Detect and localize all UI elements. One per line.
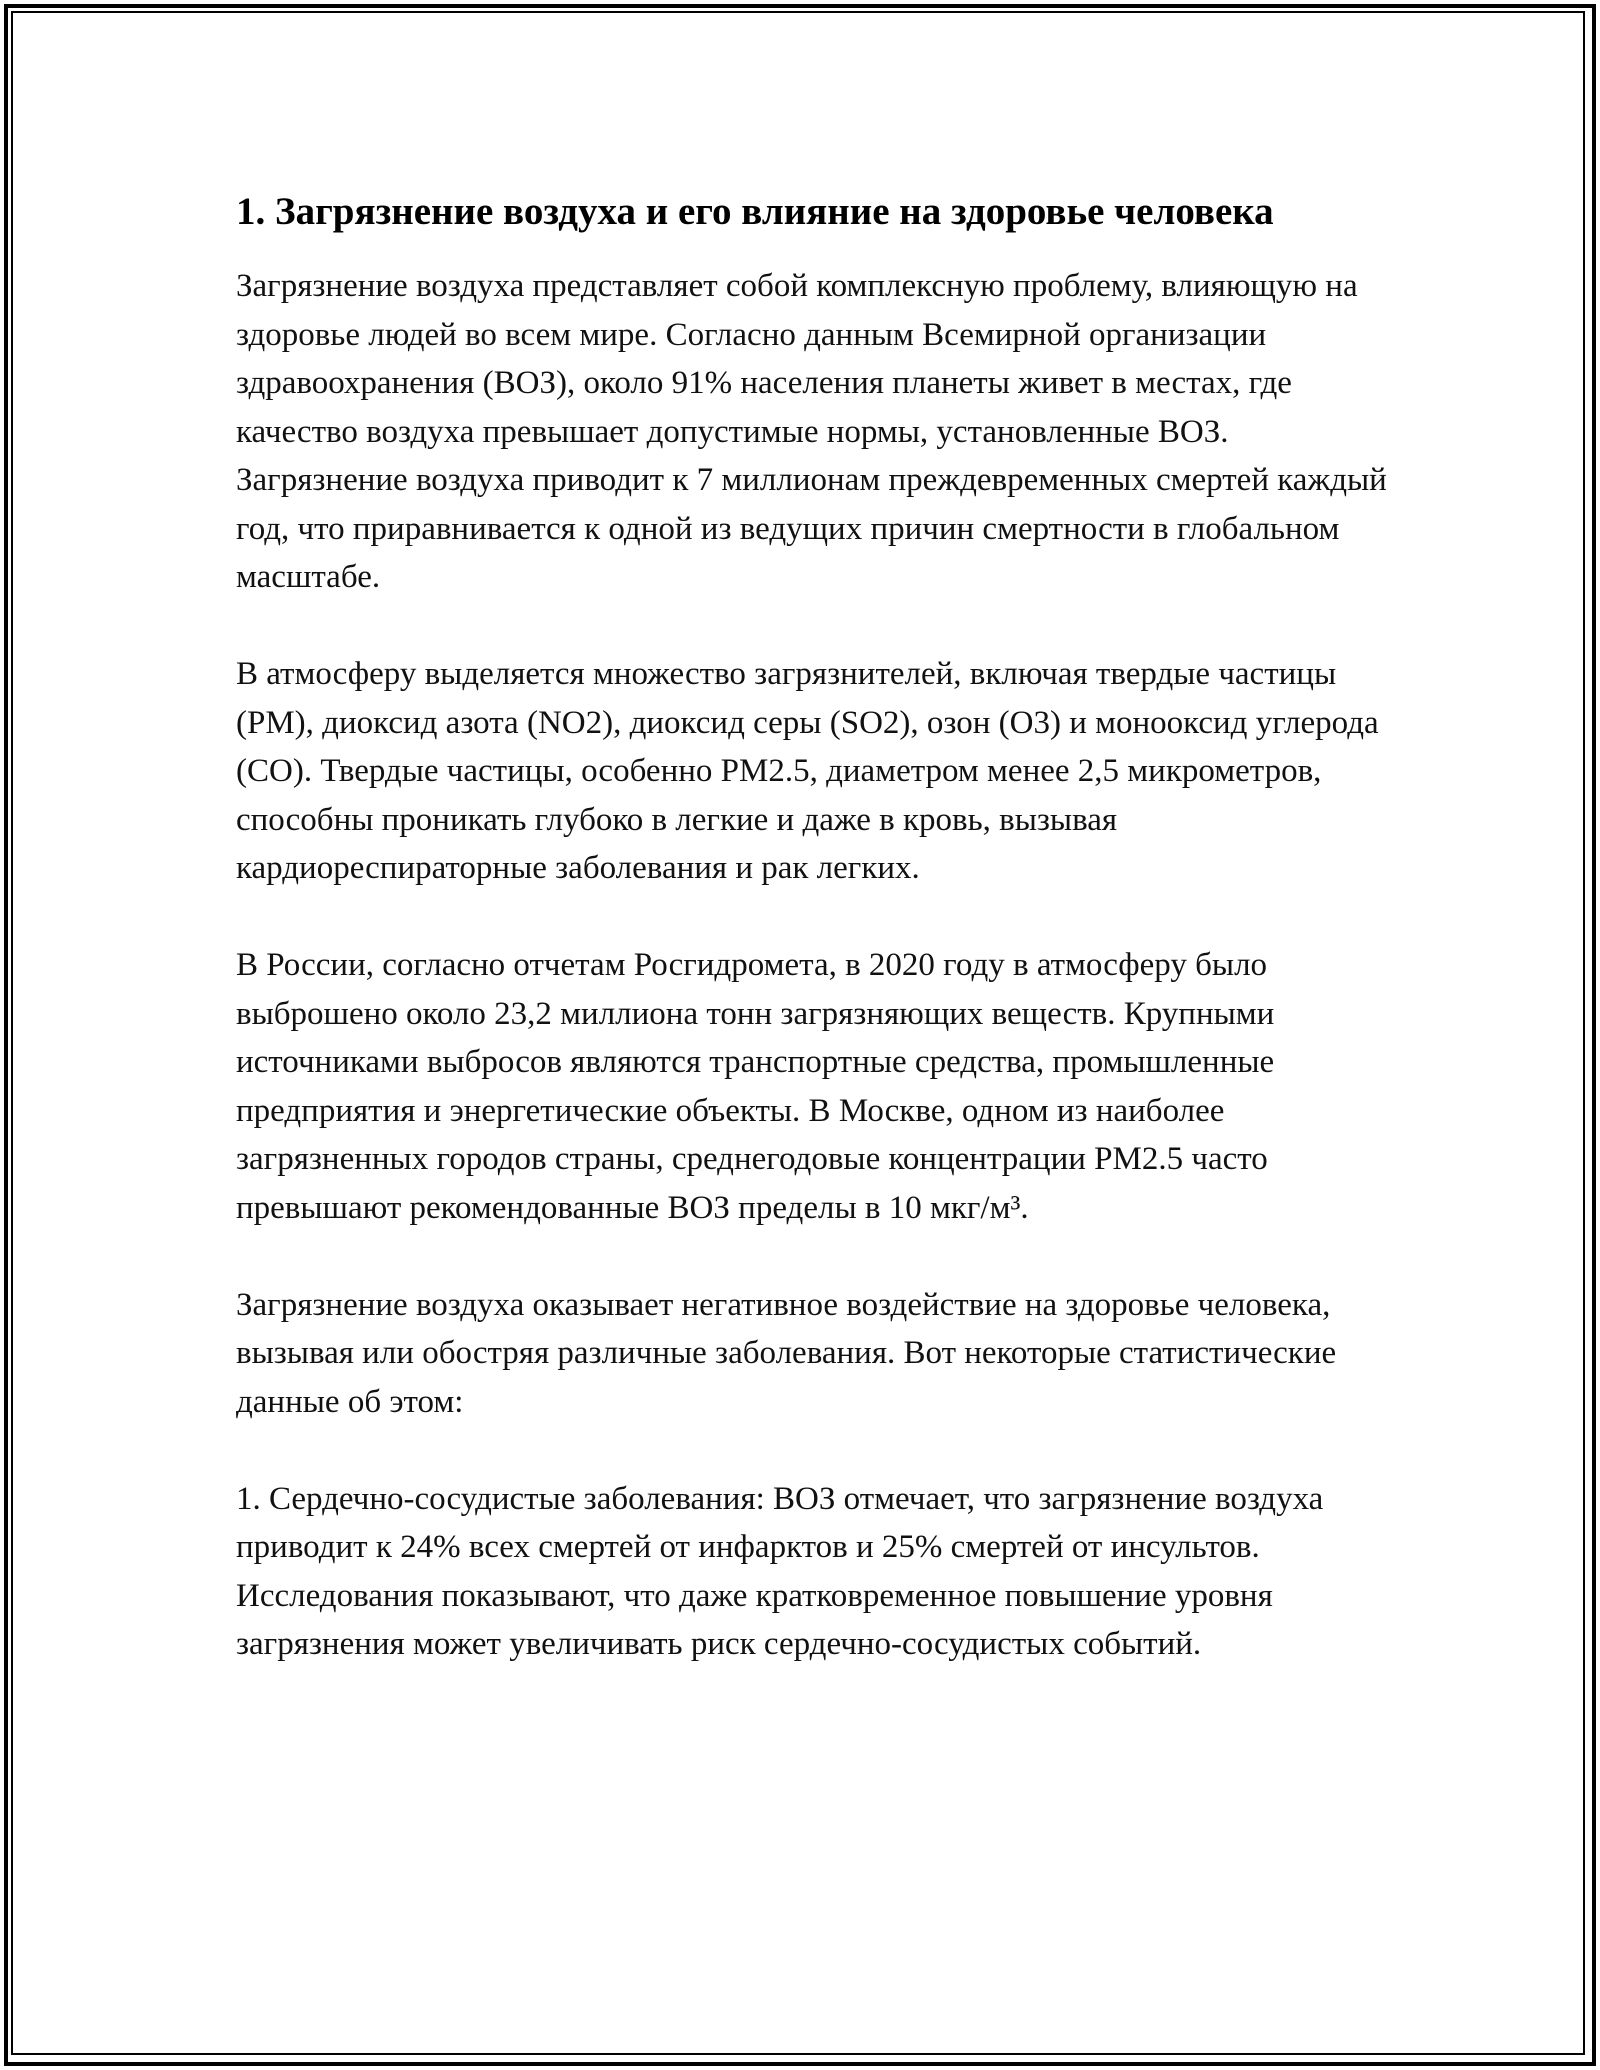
section-heading: 1. Загрязнение воздуха и его влияние на здоровье человека [236, 190, 1274, 233]
paragraph-russia-emissions: В России, согласно отчетам Росгидромета, в 2020 году в атмосферу было выброшено около 23,2 миллиона тонн загрязняющих веществ. Крупными источниками выбросов являются транспортные средства, промышленные предприятия и энергетические объекты. В Москве, одном из наиболее загрязненных городов страны, среднегодовые концентрации PM2.5 часто превышают рекомендованные ВОЗ пределы в 10 мкг/м³. [236, 947, 1275, 1226]
document-body [236, 186, 1396, 1717]
paragraph-health-impact-intro: Загрязнение воздуха оказывает негативное воздействие на здоровье человека, вызывая или обостряя различные заболевания. Вот некоторые статистические данные об этом: [236, 1286, 1337, 1420]
paragraph-pollutants: В атмосферу выделяется множество загрязнителей, включая твердые частицы (PM), диоксид азота (NO2), диоксид серы (SO2), озон (O3) и монооксид углерода (CO). Твердые частицы, особенно PM2.5, диаметром менее 2,5 микрометров, способны проникать глубоко в легкие и даже в кровь, вызывая кардиореспираторные заболевания и рак легких. [236, 656, 1379, 886]
paragraph-cardiovascular: 1. Сердечно-сосудистые заболевания: ВОЗ отмечает, что загрязнение воздуха приводит к 24% всех смертей от инфарктов и 25% смертей от инсультов. Исследования показывают, что даже кратковременное повышение уровня загрязнения может увеличивать риск сердечно-сосудистых событий. [236, 1480, 1324, 1662]
paragraph-who-statistics: Загрязнение воздуха представляет собой комплексную проблему, влияющую на здоровье людей во всем мире. Согласно данным Всемирной организации здравоохранения (ВОЗ), около 91% населения планеты живет в местах, где качество воздуха превышает допустимые нормы, установленные ВОЗ. Загрязнение воздуха приводит к 7 миллионам преждевременных смертей каждый год, что приравнивается к одной из ведущих причин смертности в глобальном масштабе. [236, 268, 1387, 595]
